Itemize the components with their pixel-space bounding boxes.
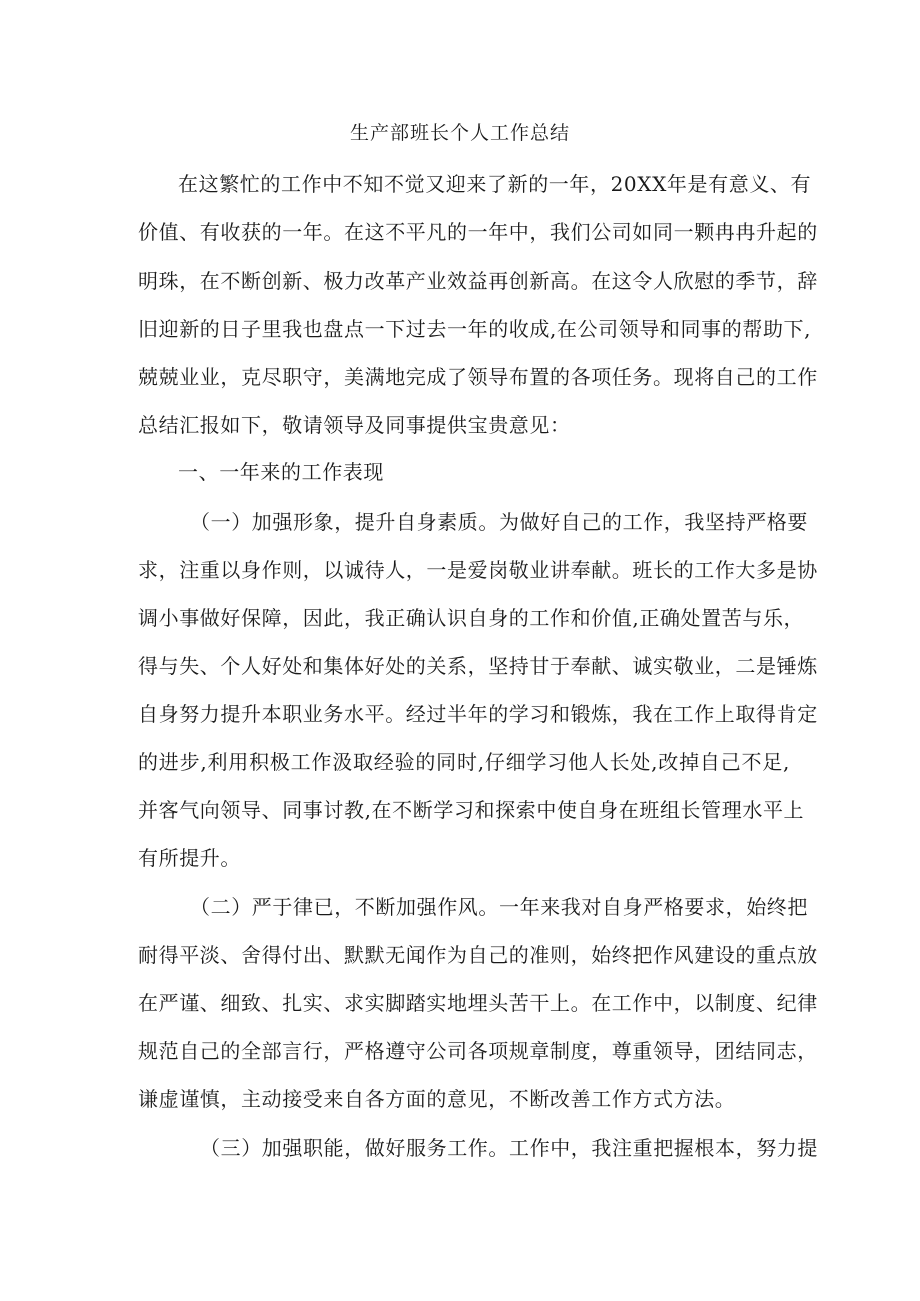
- text-line: 谦虚谨慎，主动接受来自各方面的意见，不断改善工作方式方法。: [138, 1087, 736, 1111]
- section-heading: 一、一年来的工作表现: [178, 460, 384, 484]
- text-line: 明珠，在不断创新、极力改革产业效益再创新高。在这令人欣慰的季节，辞: [138, 269, 818, 293]
- text-line: 自身努力提升本职业务水平。经过半年的学习和锻炼，我在工作上取得肯定: [138, 702, 818, 726]
- text-line: （三）加强职能，做好服务工作。工作中，我注重把握根本，努力提: [200, 1136, 818, 1160]
- text-line: 兢兢业业，克尽职守，美满地完成了领导布置的各项任务。现将自己的工作: [138, 365, 818, 389]
- text-line: 有所提升。: [138, 846, 241, 870]
- text-line: 价值、有收获的一年。在这不平凡的一年中，我们公司如同一颗冉冉升起的: [138, 220, 818, 244]
- text-line: 得与失、个人好处和集体好处的关系，坚持甘于奉献、诚实敬业，二是锤炼: [138, 654, 818, 678]
- text-line: 求，注重以身作则，以诚待人，一是爱岗敬业讲奉献。班长的工作大多是协: [138, 558, 818, 582]
- text-line: 并客气向领导、同事讨教,在不断学习和探索中使自身在班组长管理水平上: [138, 798, 805, 822]
- text-line: 耐得平淡、舍得付出、默默无闻作为自己的准则，始终把作风建设的重点放: [138, 943, 818, 967]
- text-line: 调小事做好保障，因此，我正确认识自身的工作和价值,正确处置苦与乐，: [138, 606, 805, 630]
- text-line: 规范自己的全部言行，严格遵守公司各项规章制度，尊重领导，团结同志，: [138, 1039, 818, 1063]
- text-line: 旧迎新的日子里我也盘点一下过去一年的收成,在公司领导和同事的帮助下,: [138, 317, 812, 341]
- text-line: 总结汇报如下，敬请领导及同事提供宝贵意见：: [138, 413, 571, 437]
- text-line: 在这繁忙的工作中不知不觉又迎来了新的一年，20XX年是有意义、有: [178, 172, 812, 196]
- document-title: 生产部班长个人工作总结: [349, 122, 570, 144]
- text-line: （二）严于律已，不断加强作风。一年来我对自身严格要求，始终把: [190, 895, 808, 919]
- text-line: （一）加强形象，提升自身素质。为做好自己的工作，我坚持严格要: [190, 510, 808, 534]
- text-line: 的进步,利用积极工作汲取经验的同时,仔细学习他人长处,改掉自己不足,: [138, 750, 790, 774]
- text-line: 在严谨、细致、扎实、求实脚踏实地埋头苦干上。在工作中，以制度、纪律: [138, 991, 818, 1015]
